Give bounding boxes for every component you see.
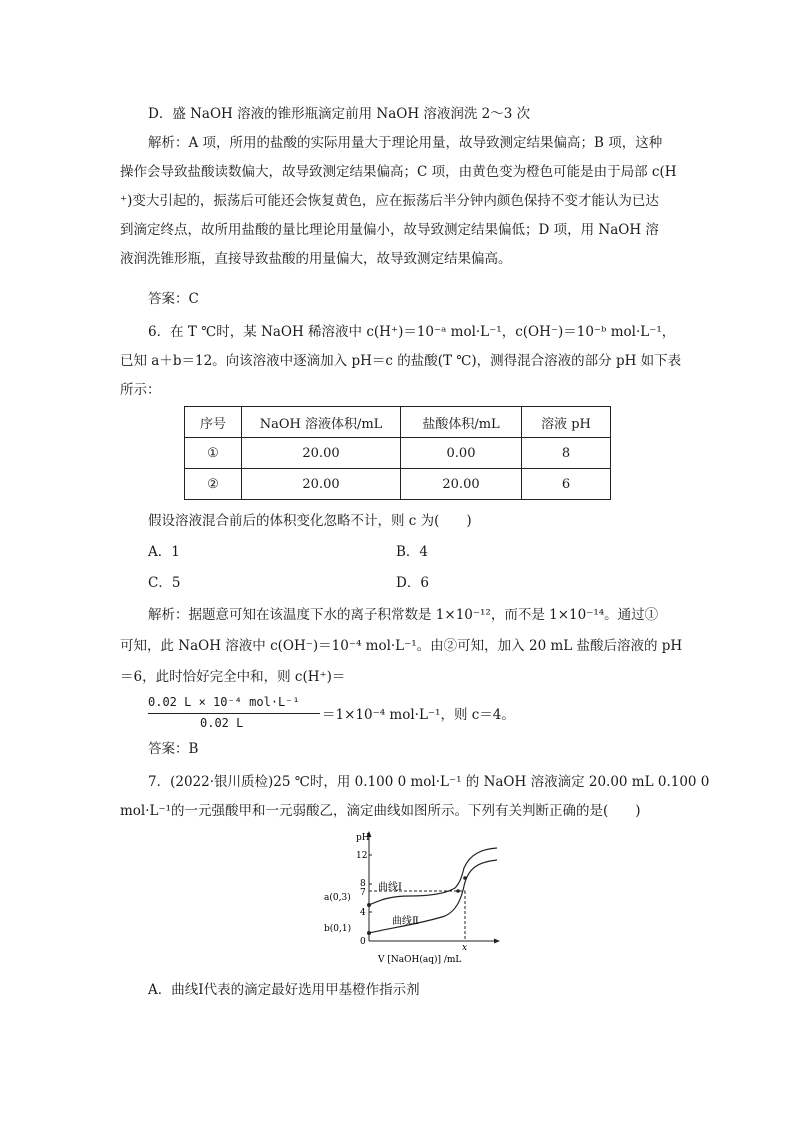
point-a-label: a(0,3) <box>324 893 351 903</box>
q5-analysis-line: ⁺)变大引起的，振荡后可能还会恢复黄色，应在振荡后半分钟内颜色保持不变才能认为已达 <box>120 193 659 209</box>
table-cell: 8 <box>522 438 611 469</box>
q7-stem-line: mol·L⁻¹的一元强酸甲和一元弱酸乙，滴定曲线如图所示。下列有关判断正确的是( ) <box>120 803 641 819</box>
q6-answer: 答案：B <box>148 741 199 757</box>
y-tick-label: 7 <box>360 888 366 898</box>
point-b-label: b(0,1) <box>324 924 352 934</box>
table-cell: ② <box>185 469 242 500</box>
table-header-cell: 序号 <box>185 407 242 438</box>
curve-2 <box>369 860 497 933</box>
x-mark-label: x <box>462 943 468 953</box>
fraction-numerator: 0.02 L × 10⁻⁴ mol·L⁻¹ <box>148 695 300 709</box>
q6-option-c: C．5 <box>148 575 181 591</box>
y-tick-label: 0 <box>360 937 366 947</box>
q5-analysis-line: 液润洗锥形瓶，直接导致盐酸的用量偏大，故导致测定结果偏高。 <box>120 251 512 267</box>
equivalence-point <box>456 889 460 893</box>
q5-answer: 答案：C <box>148 291 199 307</box>
point-a <box>367 903 371 907</box>
fraction-result: ＝1×10⁻⁴ mol·L⁻¹，则 c＝4。 <box>322 707 515 723</box>
x-axis-arrow <box>494 939 500 944</box>
table-cell: 20.00 <box>242 469 401 500</box>
q7-stem-line: 7．(2022·银川质检)25 ℃时，用 0.100 0 mol·L⁻¹ 的 NaOH 溶液滴定 20.00 mL 0.100 0 <box>148 774 710 790</box>
q6-option-a: A．1 <box>148 544 180 560</box>
q6-assumption: 假设溶液混合前后的体积变化忽略不计，则 c 为( ) <box>148 513 472 529</box>
curve-1 <box>369 848 497 905</box>
q5-analysis-line: 操作会导致盐酸读数偏大，故导致测定结果偏高；C 项，由黄色变为橙色可能是由于局部 c(H <box>120 164 677 180</box>
q6-option-b: B．4 <box>396 544 429 560</box>
q6-stem-line: 已知 a＋b＝12。向该溶液中逐滴加入 pH＝c 的盐酸(T ℃)，测得混合溶液的部分 pH 如下表 <box>120 353 682 369</box>
table-cell: 6 <box>522 469 611 500</box>
table-header-row <box>185 407 611 438</box>
q6-stem-line: 所示： <box>120 382 161 398</box>
table-cell: 20.00 <box>242 438 401 469</box>
q6-option-d: D．6 <box>396 575 429 591</box>
table-row <box>185 469 611 500</box>
q6-analysis-line: 可知，此 NaOH 溶液中 c(OH⁻)＝10⁻⁴ mol·L⁻¹。由②可知，加入 20 mL 盐酸后溶液的 pH <box>120 638 683 654</box>
q5-option-d: D．盛 NaOH 溶液的锥形瓶滴定前用 NaOH 溶液润洗 2～3 次 <box>148 106 531 122</box>
y-axis-label: pH <box>356 833 370 843</box>
table-cell: 0.00 <box>401 438 522 469</box>
equivalence-point <box>463 876 467 880</box>
curve-1-label: 曲线Ⅰ <box>378 882 402 893</box>
x-axis-label: V [NaOH(aq)] /mL <box>378 955 462 965</box>
point-b <box>367 931 371 935</box>
table-cell: 20.00 <box>401 469 522 500</box>
y-tick-label: 12 <box>356 851 368 861</box>
curve-2-label: 曲线Ⅱ <box>392 916 419 927</box>
q6-analysis-line: ＝6，此时恰好完全中和，则 c(H⁺)＝ <box>120 669 346 685</box>
ph-table <box>184 406 611 500</box>
q6-stem-line: 6．在 T ℃时，某 NaOH 稀溶液中 c(H⁺)＝10⁻ᵃ mol·L⁻¹，c(OH⁻)＝10⁻ᵇ mol·L⁻¹， <box>148 324 676 340</box>
table-header-cell: 盐酸体积/mL <box>401 407 522 438</box>
q5-analysis-line: 解析：A 项，所用的盐酸的实际用量大于理论用量，故导致测定结果偏高；B 项，这种 <box>148 135 663 151</box>
table-header-cell: NaOH 溶液体积/mL <box>242 407 401 438</box>
titration-curve-figure <box>320 828 510 968</box>
y-tick-label: 8 <box>360 879 366 889</box>
q6-analysis-line: 解析：据题意可知在该温度下水的离子积常数是 1×10⁻¹²，而不是 1×10⁻¹⁴。通过① <box>148 607 659 623</box>
table-cell: ① <box>185 438 242 469</box>
table-row <box>185 438 611 469</box>
q5-analysis-line: 到滴定终点，故所用盐酸的量比理论用量偏小，故导致测定结果偏低；D 项，用 NaOH 溶 <box>120 222 659 238</box>
fraction-denominator: 0.02 L <box>200 716 244 730</box>
q7-option-a: A．曲线Ⅰ代表的滴定最好选用甲基橙作指示剂 <box>148 982 420 998</box>
table-header-cell: 溶液 pH <box>522 407 611 438</box>
fraction-bar <box>148 713 320 714</box>
y-tick-label: 4 <box>360 908 366 918</box>
